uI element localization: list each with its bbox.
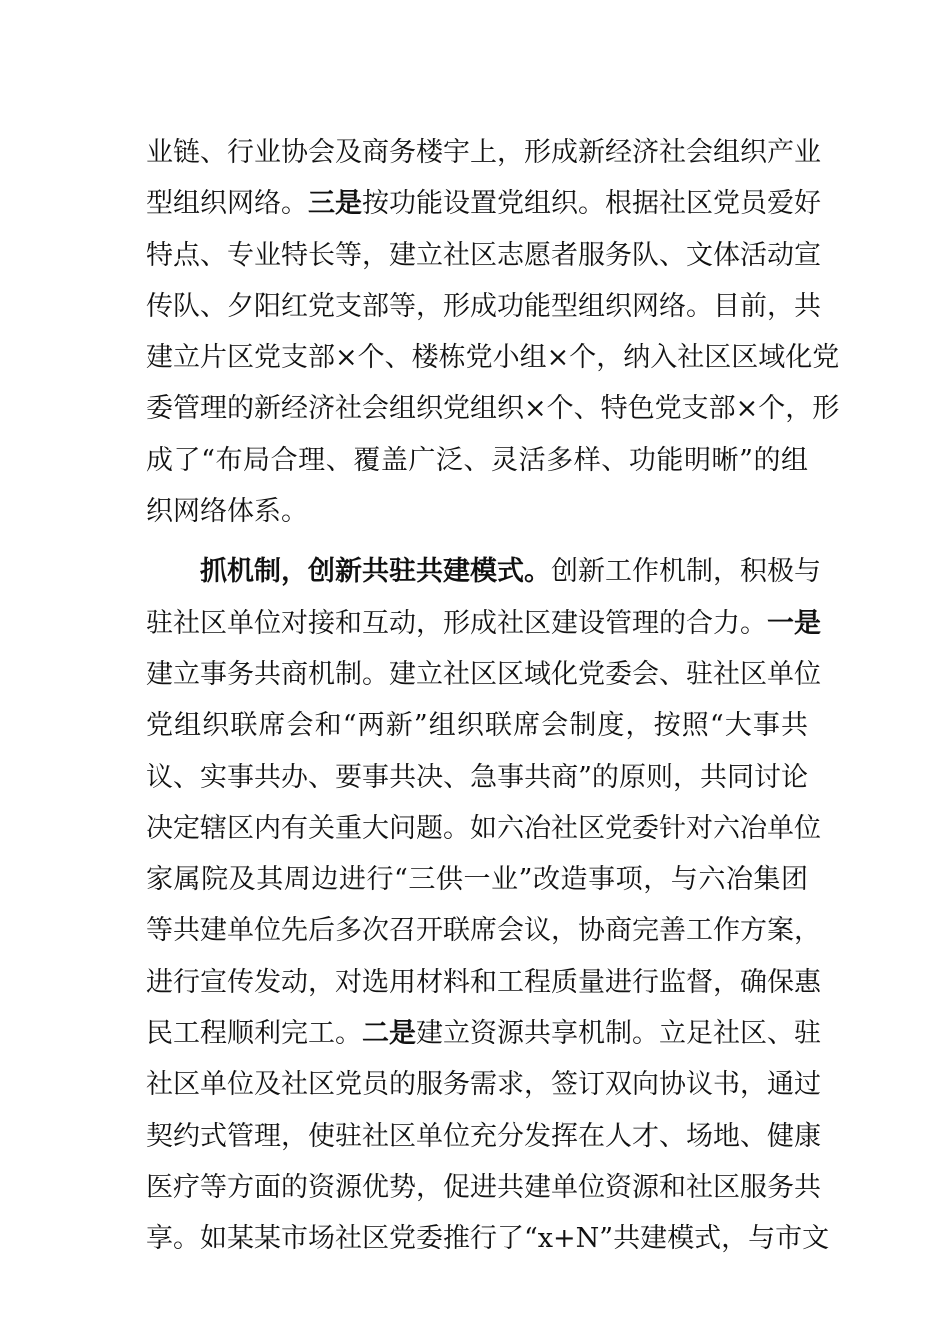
- text-run: 成了“布局合理、覆盖广泛、灵活多样、功能明晰”的组: [146, 444, 808, 476]
- text-line: [146, 383, 840, 434]
- bold-text: 一是: [767, 607, 821, 639]
- text-run: 医疗等方面的资源优势，促进共建单位资源和社区服务共: [146, 1171, 821, 1203]
- text-run: 业链、行业协会及商务楼宇上，形成新经济社会组织产业: [146, 137, 821, 168]
- paragraph-gap: [146, 537, 808, 546]
- text-line: [146, 803, 821, 854]
- text-run: 型组织网络。: [146, 188, 308, 220]
- body-text: [146, 127, 840, 1265]
- text-run: 织网络体系。: [146, 496, 308, 528]
- text-line: [146, 1059, 821, 1110]
- text-line: [146, 332, 840, 383]
- text-line: [146, 905, 821, 956]
- text-line: [146, 486, 808, 537]
- text-line: [146, 649, 821, 700]
- text-line: [146, 752, 808, 803]
- text-run: 社区单位及社区党员的服务需求，签订双向协议书，通过: [146, 1069, 821, 1101]
- text-line: [146, 598, 821, 649]
- text-run: 进行宣传发动，对选用材料和工程质量进行监督，确保惠: [146, 966, 821, 998]
- text-run: 等共建单位先后多次召开联席会议，协商完善工作方案，: [146, 915, 821, 947]
- text-line: [146, 957, 821, 1008]
- text-run: 党组织联席会和“两新”组织联席会制度，按照“大事共: [146, 710, 808, 742]
- text-run: 特点、专业特长等，建立社区志愿者服务队、文体活动宣: [146, 239, 821, 271]
- text-line: [146, 854, 808, 905]
- text-line: [146, 1162, 821, 1213]
- text-line: [146, 1213, 830, 1264]
- text-run: 驻社区单位对接和互动，形成社区建设管理的合力。: [146, 607, 767, 639]
- text-run: 传队、夕阳红党支部等，形成功能型组织网络。目前，共: [146, 290, 821, 322]
- paragraph-2: [146, 546, 830, 1264]
- text-run: 议、实事共办、要事共决、急事共商”的原则，共同讨论: [146, 761, 808, 793]
- text-line: [146, 127, 821, 178]
- text-run: 家属院及其周边进行“三供一业”改造事项，与六冶集团: [146, 864, 808, 896]
- text-run: 建立事务共商机制。建立社区区域化党委会、驻社区单位: [146, 658, 821, 690]
- text-line: [146, 1008, 821, 1059]
- text-line: [146, 435, 808, 486]
- text-run: 建立资源共享机制。立足社区、驻: [416, 1018, 821, 1050]
- text-run: 契约式管理，使驻社区单位充分发挥在人才、场地、健康: [146, 1120, 821, 1152]
- text-line: [146, 700, 808, 751]
- bold-text: 抓机制，创新共驻共建模式。: [200, 556, 551, 588]
- text-run: 决定辖区内有关重大问题。如六冶社区党委针对六冶单位: [146, 812, 821, 844]
- bold-text: 三是: [308, 188, 362, 220]
- text-line: [146, 1111, 821, 1162]
- text-line: [146, 546, 821, 597]
- text-run: 民工程顺利完工。: [146, 1018, 362, 1050]
- text-run: 建立片区党支部×个、楼栋党小组×个，纳入社区区域化党: [146, 342, 840, 374]
- text-run: 委管理的新经济社会组织党组织×个、特色党支部×个，形: [146, 393, 840, 425]
- text-run: 享。如某某市场社区党委推行了“x+N”共建模式，与市文: [146, 1223, 830, 1255]
- text-line: [146, 281, 821, 332]
- text-run: 创新工作机制，积极与: [551, 556, 821, 588]
- text-line: [146, 230, 821, 281]
- paragraph-1: [146, 127, 840, 537]
- text-line: [146, 178, 821, 229]
- bold-text: 二是: [362, 1018, 416, 1050]
- text-run: 按功能设置党组织。根据社区党员爱好: [362, 188, 821, 220]
